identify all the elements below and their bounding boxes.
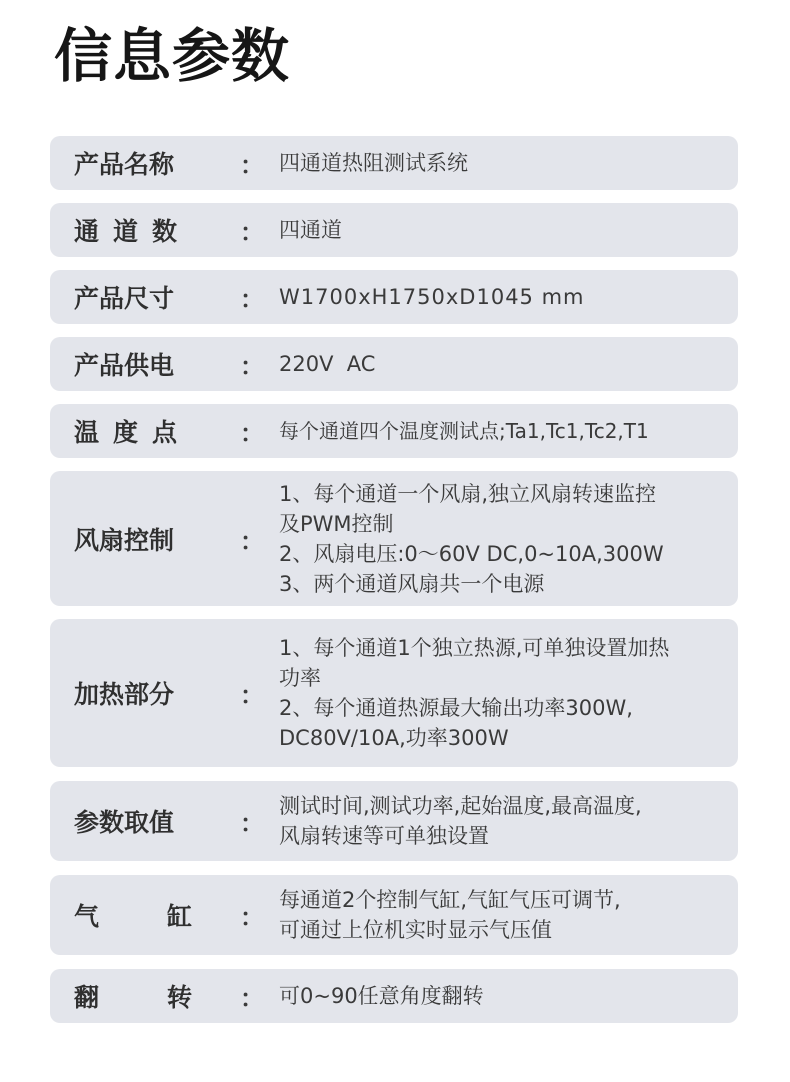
spec-value-line: 及PWM控制 <box>279 511 394 536</box>
spec-row-cylinder <box>50 875 738 955</box>
spec-value <box>279 479 724 599</box>
spec-row-flip <box>50 969 738 1023</box>
spec-value-line: 2、每个通道热源最大输出功率300W, <box>279 696 633 720</box>
spec-row-channels <box>50 203 738 257</box>
spec-label: 温度点 <box>74 418 192 447</box>
spec-label <box>74 897 192 933</box>
spec-label <box>74 978 192 1014</box>
spec-label: 加热部分 <box>74 680 175 709</box>
spec-value-line: 220V AC <box>279 352 376 376</box>
spec-value-line: 可通过上位机实时显示气压值 <box>279 918 552 942</box>
spec-label: 风扇控制 <box>74 525 175 555</box>
spec-label-char: 缸 <box>166 902 192 931</box>
spec-row-parameters <box>50 781 738 861</box>
spec-value <box>279 416 724 446</box>
spec-colon: ： <box>240 218 264 247</box>
spec-row-fan-control <box>50 471 738 606</box>
spec-colon: ： <box>240 527 264 555</box>
spec-label: 产品尺寸 <box>74 284 175 313</box>
spec-value-line: 测试时间,测试功率,起始温度,最高温度, <box>279 794 642 818</box>
spec-label-char: 翻 <box>74 983 100 1012</box>
spec-value <box>279 791 724 851</box>
spec-value-line: 四通道 <box>279 218 342 242</box>
spec-row-heating <box>50 619 738 767</box>
spec-label: 通道数 <box>74 217 192 246</box>
spec-value-line: 可0~90任意角度翻转 <box>279 984 484 1008</box>
spec-value-line: 1、每个通道1个独立热源,可单独设置加热 <box>279 636 670 660</box>
spec-value-line: 2、风扇电压:0～60V DC,0~10A,300W <box>279 541 664 566</box>
spec-label-char: 转 <box>166 983 192 1012</box>
spec-value <box>279 148 724 178</box>
spec-row-power-supply <box>50 337 738 391</box>
spec-value-line: 每个通道四个温度测试点;Ta1,Tc1,Tc2,T1 <box>279 419 649 443</box>
spec-value <box>279 349 724 379</box>
spec-value-line: DC80V/10A,功率300W <box>279 726 509 750</box>
spec-value <box>279 885 724 945</box>
spec-colon: ： <box>240 151 264 180</box>
spec-value <box>279 282 724 312</box>
spec-colon: ： <box>240 419 264 448</box>
spec-row-temperature-points <box>50 404 738 458</box>
spec-label: 产品供电 <box>74 351 175 380</box>
spec-label-char: 气 <box>74 902 100 931</box>
spec-value-line: W1700xH1750xD1045 mm <box>279 285 585 309</box>
spec-value-line: 四通道热阻测试系统 <box>279 151 468 175</box>
spec-colon: ： <box>240 681 264 710</box>
spec-value <box>279 981 724 1011</box>
spec-row-product-name <box>50 136 738 190</box>
spec-colon: ： <box>240 809 264 838</box>
spec-colon: ： <box>240 352 264 381</box>
spec-value-line: 风扇转速等可单独设置 <box>279 824 489 848</box>
spec-value-line: 3、两个通道风扇共一个电源 <box>279 571 545 596</box>
spec-row-dimensions <box>50 270 738 324</box>
spec-value-line: 功率 <box>279 666 321 690</box>
spec-colon: ： <box>240 903 264 932</box>
spec-value <box>279 633 724 753</box>
spec-colon: ： <box>240 285 264 314</box>
spec-colon: ： <box>240 984 264 1013</box>
spec-label: 产品名称 <box>74 150 175 179</box>
spec-value-line: 1、每个通道一个风扇,独立风扇转速监控 <box>279 481 657 506</box>
spec-label: 参数取值 <box>74 808 175 837</box>
spec-value <box>279 215 724 245</box>
spec-value-line: 每通道2个控制气缸,气缸气压可调节, <box>279 888 621 912</box>
page-title: 信息参数 <box>54 22 291 90</box>
